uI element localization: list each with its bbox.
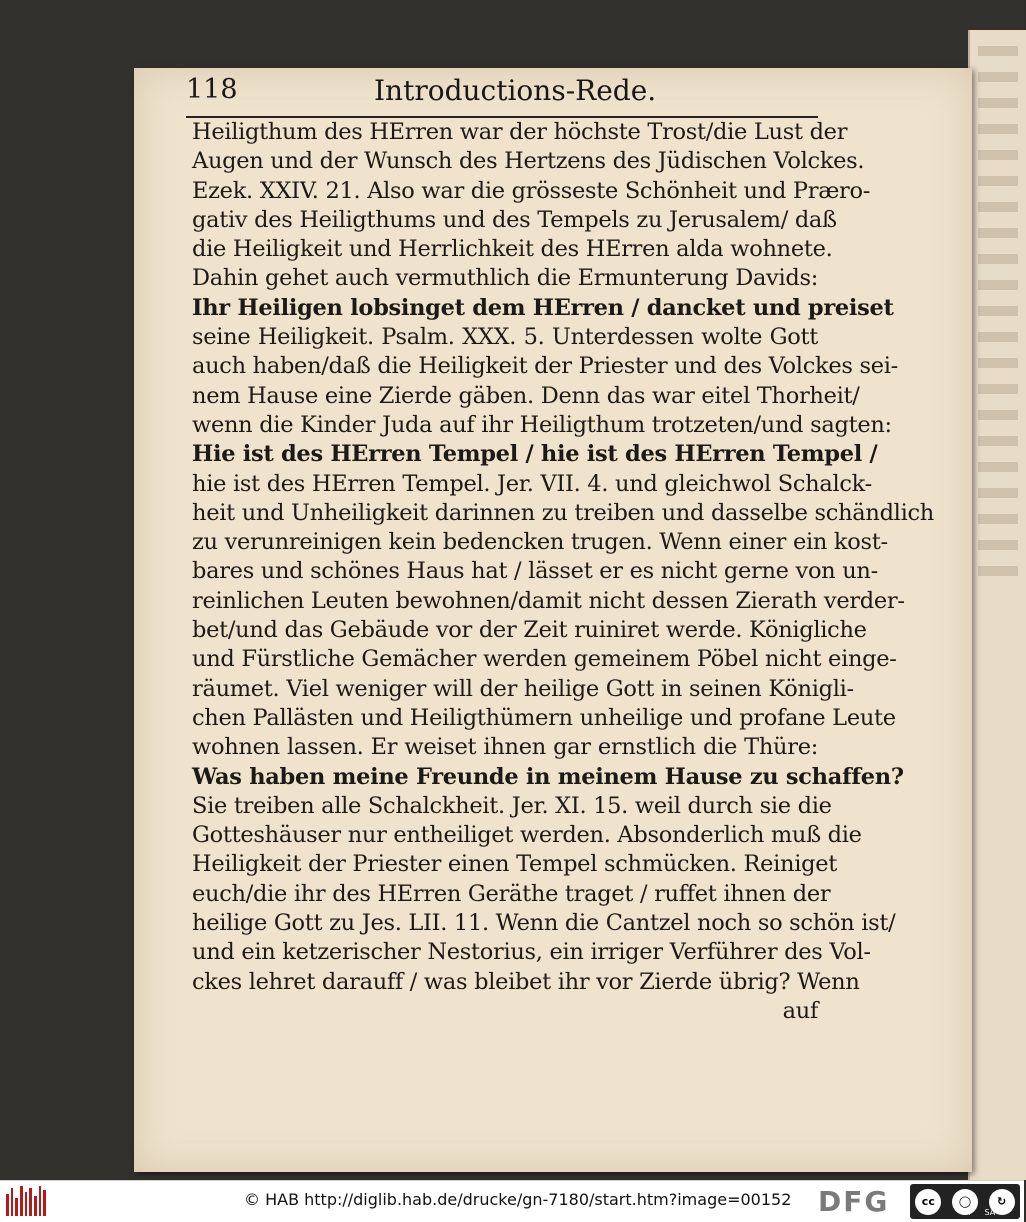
text-line: zu verunreinigen kein bedencken trugen. Wenn einer ein kost- <box>192 529 888 556</box>
text-line: Augen und der Wunsch des Hertzens des Jüdischen Volckes. <box>192 148 865 175</box>
text-line: hie ist des HErren Tempel. Jer. VII. 4. und gleichwol Schalck- <box>192 470 872 497</box>
text-line: Heiligkeit der Priester einen Tempel schmücken. Reiniget <box>192 851 837 878</box>
text-line: auch haben/daß die Heiligkeit der Priester und des Volckes sei- <box>192 353 898 380</box>
text-line: seine Heiligkeit. Psalm. XXX. 5. Unterdessen wolte Gott <box>192 324 818 351</box>
text-line: euch/die ihr des HErren Geräthe traget / ruffet ihnen der <box>192 880 831 907</box>
text-line: räumet. Viel weniger will der heilige Gott in seinen Königli- <box>192 675 854 702</box>
text-line: ckes lehret darauff / was bleibet ihr vor Zierde übrig? Wenn <box>192 968 860 995</box>
text-line: die Heiligkeit und Herrlichkeit des HErren alda wohnete. <box>192 236 833 263</box>
page-number: 118 <box>186 74 238 105</box>
hab-logo-icon <box>6 1186 46 1216</box>
cc-icon: cc <box>915 1189 941 1215</box>
text-line: bares und schönes Haus hat / lässet er es nicht gerne von un- <box>192 558 878 585</box>
running-head: Introductions-Rede. <box>374 74 657 107</box>
text-line: wenn die Kinder Juda auf ihr Heiligthum trotzeten/und sagten: <box>192 411 892 438</box>
text-line: Was haben meine Freunde in meinem Hause zu schaffen? <box>192 763 904 790</box>
text-line: heilige Gott zu Jes. LII. 11. Wenn die Cantzel noch so schön ist/ <box>192 910 896 937</box>
text-line: Hie ist des HErren Tempel / hie ist des HErren Tempel / <box>192 441 878 468</box>
text-line: und ein ketzerischer Nestorius, ein irriger Verführer des Vol- <box>192 939 871 966</box>
text-line: heit und Unheiligkeit darinnen zu treiben und dasselbe schändlich <box>192 499 934 526</box>
text-line: chen Pallästen und Heiligthümern unheilige und profane Leute <box>192 704 896 731</box>
text-line: wohnen lassen. Er weiset ihnen gar ernstlich die Thüre: <box>192 734 818 761</box>
by-icon: ◯ <box>952 1189 978 1215</box>
adjacent-page-edge <box>968 30 1026 1180</box>
citation-link[interactable]: © HAB http://diglib.hab.de/drucke/gn-7180/start.htm?image=00152 <box>244 1190 792 1209</box>
text-line: gativ des Heiligthums und des Tempels zu Jerusalem/ daß <box>192 206 837 233</box>
dfg-logo: DFG <box>818 1185 890 1218</box>
text-line: Dahin gehet auch vermuthlich die Ermunterung Davids: <box>192 265 818 292</box>
text-line: Heiligthum des HErren war der höchste Trost/die Lust der <box>192 119 848 145</box>
text-line: Sie treiben alle Schalckheit. Jer. XI. 15. weil durch sie die <box>192 792 832 819</box>
viewer-footer <box>0 1180 1024 1222</box>
text-line: Ezek. XXIV. 21. Also war die grösseste Schönheit und Præro- <box>192 177 871 204</box>
text-line: reinlichen Leuten bewohnen/damit nicht dessen Zierath verder- <box>192 587 905 614</box>
license-labels: BY SA <box>962 1208 996 1217</box>
text-line: auf <box>782 997 818 1024</box>
text-line: bet/und das Gebäude vor der Zeit ruiniret werde. Königliche <box>192 617 867 644</box>
text-line: nem Hause eine Zierde gäben. Denn das war eitel Thorheit/ <box>192 382 860 409</box>
text-line: Gotteshäuser nur entheiliget werden. Absonderlich muß die <box>192 822 862 849</box>
sa-icon: ↻ <box>989 1189 1015 1215</box>
page-header <box>186 70 816 114</box>
body-text <box>192 118 934 1026</box>
text-line: Ihr Heiligen lobsinget dem HErren / dancket und preiset <box>192 294 894 321</box>
text-line: und Fürstliche Gemächer werden gemeinem Pöbel nicht einge- <box>192 646 897 673</box>
